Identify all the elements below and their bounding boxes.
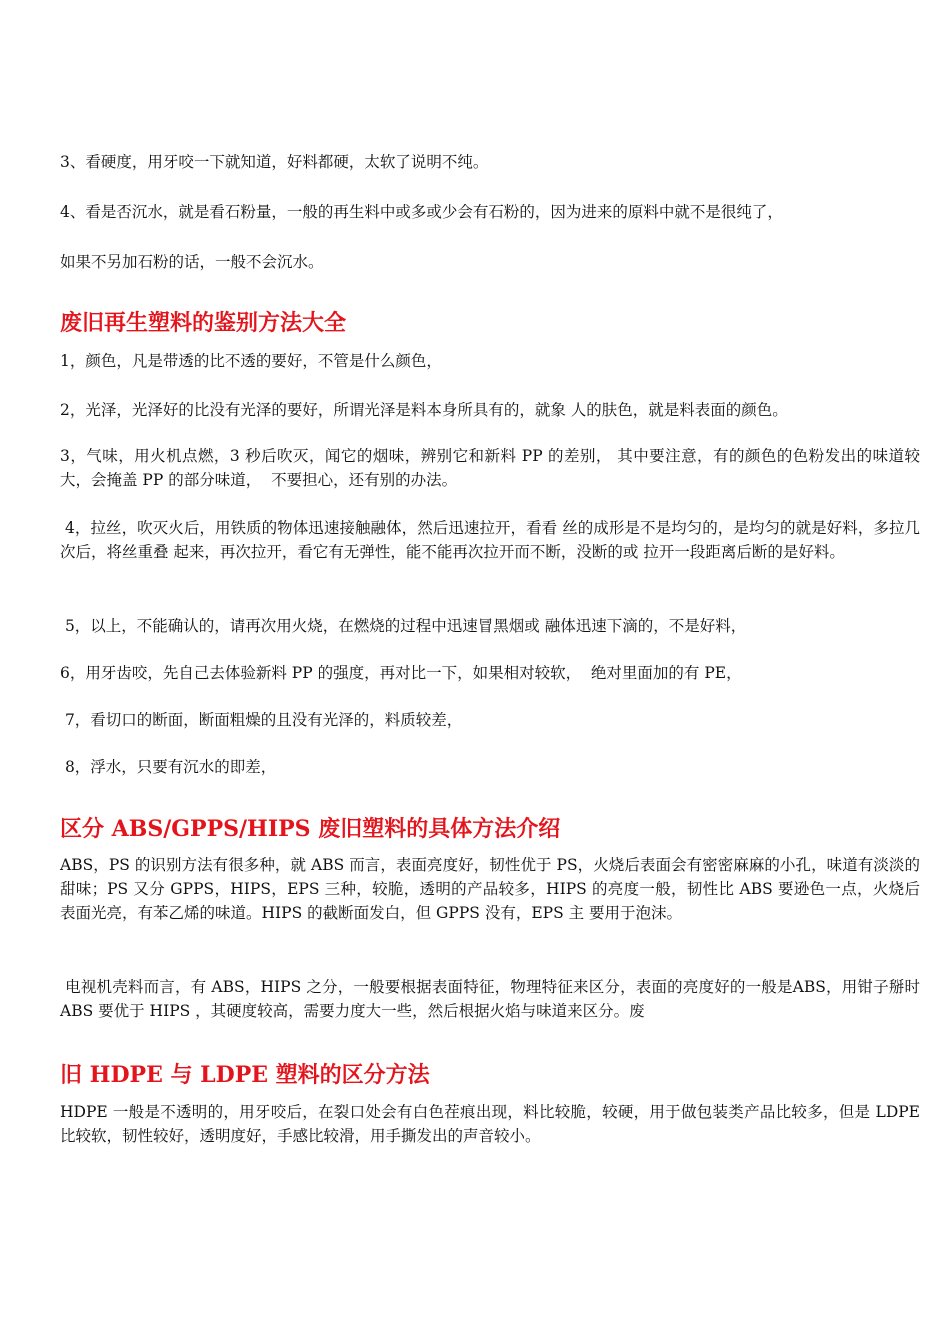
paragraph-tv-shell: 电视机壳料而言，有 ABS，HIPS 之分，一般要根据表面特征，物理特征来区分，表面的亮度好的一般是ABS，用钳子掰时 ABS 要优于 HIPS ，其硬度较高，需要力度大一些，然后根据火焰与味道来区分。废 bbox=[60, 978, 925, 1020]
list-item-cut-surface: 7，看切口的断面，断面粗燥的且没有光泽的，料质较差， bbox=[60, 711, 463, 729]
paragraph-sinking-line2: 如果不另加石粉的话，一般不会沉水。 bbox=[60, 253, 324, 271]
paragraph-abs-ps: ABS，PS 的识别方法有很多种，就 ABS 而言，表面亮度好，韧性优于 PS，火烧后表面会有密密麻麻的小孔，味道有淡淡的甜味；PS 又分 GPPS，HIPS，EPS 三种，较脆，透明的产品较多，HIPS 的亮度一般，韧性比 ABS 要逊色一点，火烧后表面光亮，有苯乙烯的味道。HIPS 的截断面发白，但 GPPS 没有，EPS 主 要用于泡沫。 bbox=[60, 856, 920, 922]
list-item-smell: 3，气味，用火机点燃，3 秒后吹灭，闻它的烟味，辨别它和新料 PP 的差别， 其中要注意，有的颜色的色粉发出的味道较大，会掩盖 PP 的部分味道， 不要担心，还有别的办法。 bbox=[60, 447, 920, 489]
list-item-gloss: 2，光泽，光泽好的比没有光泽的要好，所谓光泽是料本身所具有的，就象 人的肤色，就是料表面的颜色。 bbox=[60, 401, 788, 419]
paragraph-hdpe-ldpe: HDPE 一般是不透明的，用牙咬后，在裂口处会有白色茬痕出现，料比较脆，较硬，用于做包装类产品比较多，但是 LDPE 比较软，韧性较好，透明度好，手感比较滑，用手撕发出的声音较小。 bbox=[60, 1103, 925, 1145]
section-heading-identification: 废旧再生塑料的鉴别方法大全 bbox=[60, 310, 347, 336]
section-heading-abs-gpps-hips: 区分 ABS/GPPS/HIPS 废旧塑料的具体方法介绍 bbox=[60, 816, 561, 842]
paragraph-hardness: 3、看硬度，用牙咬一下就知道，好料都硬，太软了说明不纯。 bbox=[60, 153, 489, 171]
list-item-floating: 8，浮水，只要有沉水的即差， bbox=[60, 758, 277, 776]
list-item-drawing: 4，拉丝，吹灭火后，用铁质的物体迅速接触融体，然后迅速拉开，看看 丝的成形是不是均匀的，是均匀的就是好料，多拉几次后，将丝重叠 起来，再次拉开，看它有无弹性，能不能再次拉开而不断，没断的或 拉开一段距离后断的是好料。 bbox=[60, 519, 920, 561]
paragraph-sinking-line1: 4、看是否沉水，就是看石粉量，一般的再生料中或多或少会有石粉的，因为进来的原料中就不是很纯了， bbox=[60, 203, 783, 221]
list-item-color: 1，颜色，凡是带透的比不透的要好，不管是什么颜色， bbox=[60, 352, 442, 370]
list-item-burning: 5，以上，不能确认的，请再次用火烧，在燃烧的过程中迅速冒黑烟或 融体迅速下滴的，不是好料， bbox=[60, 617, 747, 635]
list-item-biting: 6，用牙齿咬，先自己去体验新料 PP 的强度，再对比一下，如果相对较软， 绝对里面加的有 PE， bbox=[60, 664, 742, 682]
section-heading-hdpe-ldpe: 旧 HDPE 与 LDPE 塑料的区分方法 bbox=[60, 1062, 430, 1088]
